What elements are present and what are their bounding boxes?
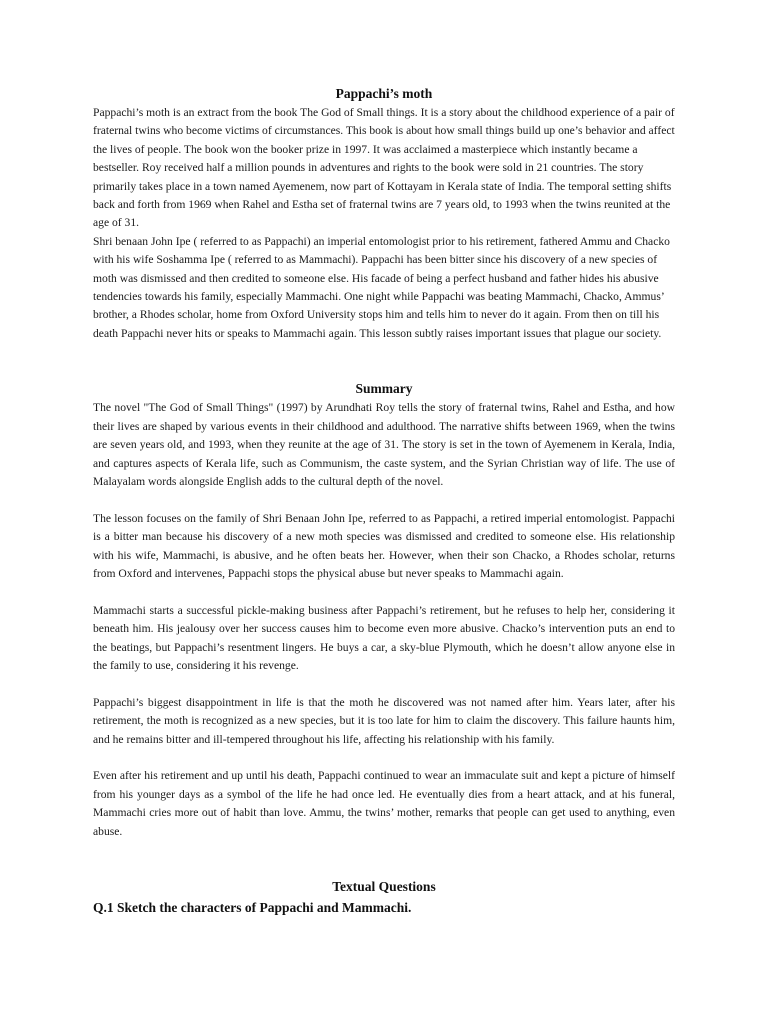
summary-paragraph-5: Even after his retirement and up until his death, Pappachi continued to wear an immaculate suit and kept a picture of himself from his younger days as a symbol of the life he had once led. He eventually dies from a heart attack, and at his funeral, Mammachi cries more out of habit than love. Ammu, the twins’ mother, remarks that people can get used to anything, even abuse. (93, 769, 675, 838)
section-spacer (93, 343, 675, 379)
intro-paragraph-1: Pappachi’s moth is an extract from the book The God of Small things. It is a story about the childhood experience of a pair of fraternal twins who become victims of circumstances. This book is about how small things build up one’s behavior and affect the lives of people. The book won the booker prize in 1997. It was acclaimed a masterpiece which instantly became a bestseller. Roy received half a million pounds in adventures and rights to the book were sold in 21 countries. The story primarily takes place in a town named Ayemenem, now part of Kottayam in Kerala state of India. The temporal setting shifts back and forth from 1969 when Rahel and Estha set of fraternal twins are 7 years old, to 1993 when the twins reunited at the age of 31. (93, 106, 675, 230)
question-1: Q.1 Sketch the characters of Pappachi and Mammachi. (93, 899, 412, 915)
paragraph-spacer (93, 491, 675, 509)
intro-paragraph-2: Shri benaan John Ipe ( referred to as Pappachi) an imperial entomologist prior to his retirement, fathered Ammu and Chacko with his wife Soshamma Ipe ( referred to as Mammachi). Pappachi has been bitter since his discovery of a new species of moth was dismissed and then credited to someone else. His facade of being a perfect husband and father hides his abusive tendencies towards his family, especially Mammachi. One night while Pappachi was beating Mammachi, Chacko, Ammus’ brother, a Rhodes scholar, home from Oxford University stops him and tells him to never do it again. From then on till his death Pappachi never hits or speaks to Mammachi again. This lesson subtly raises important issues that plague our society. (93, 234, 670, 340)
document-content (93, 84, 675, 919)
summary-paragraph-4: Pappachi’s biggest disappointment in life is that the moth he discovered was not named after him. Years later, after his retirement, the moth is recognized as a new species, but it is too late for him to claim the discovery. This failure haunts him, and he remains bitter and ill-tempered throughout his life, affecting his relationship with his family. (93, 695, 675, 746)
textual-questions-heading: Textual Questions (332, 878, 436, 894)
summary-paragraph-3: Mammachi starts a successful pickle-making business after Pappachi’s retirement, but he refuses to help her, considering it beneath him. His jealousy over her success causes him to become even more abusive. Chacko’s intervention puts an end to the beatings, but Pappachi’s resentment lingers. He buys a car, a sky-blue Plymouth, which he doesn’t allow anyone else in the family to use, considering it his revenge. (93, 603, 675, 672)
paragraph-spacer (93, 749, 675, 767)
paragraph-spacer (93, 675, 675, 693)
summary-paragraph-2: The lesson focuses on the family of Shri Benaan John Ipe, referred to as Pappachi, a retired imperial entomologist. Pappachi is a bitter man because his discovery of a new moth species was dismissed and credited to someone else. His relationship with his wife, Mammachi, is abusive, and he often beats her. However, when their son Chacko, a Rhodes scholar, returns from Oxford and intervenes, Pappachi stops the physical abuse but never speaks to Mammachi again. (93, 511, 675, 580)
document-title: Pappachi’s moth (335, 86, 433, 101)
paragraph-spacer (93, 583, 675, 601)
summary-heading: Summary (355, 381, 413, 397)
summary-paragraph-1: The novel "The God of Small Things" (1997) by Arundhati Roy tells the story of fraternal twins, Rahel and Estha, and how their lives are shaped by various events in their childhood and adulthood. The narrative shifts between 1969, when the twins are seven years old, and 1993, when they reunite at the age of 31. The story is set in the town of Ayemenem in Kerala, India, and captures aspects of Kerala life, such as Communism, the caste system, and the Syrian Christian way of life. The use of Malayalam words alongside English adds to the cultural depth of the novel. (93, 401, 675, 488)
section-spacer (93, 841, 675, 877)
